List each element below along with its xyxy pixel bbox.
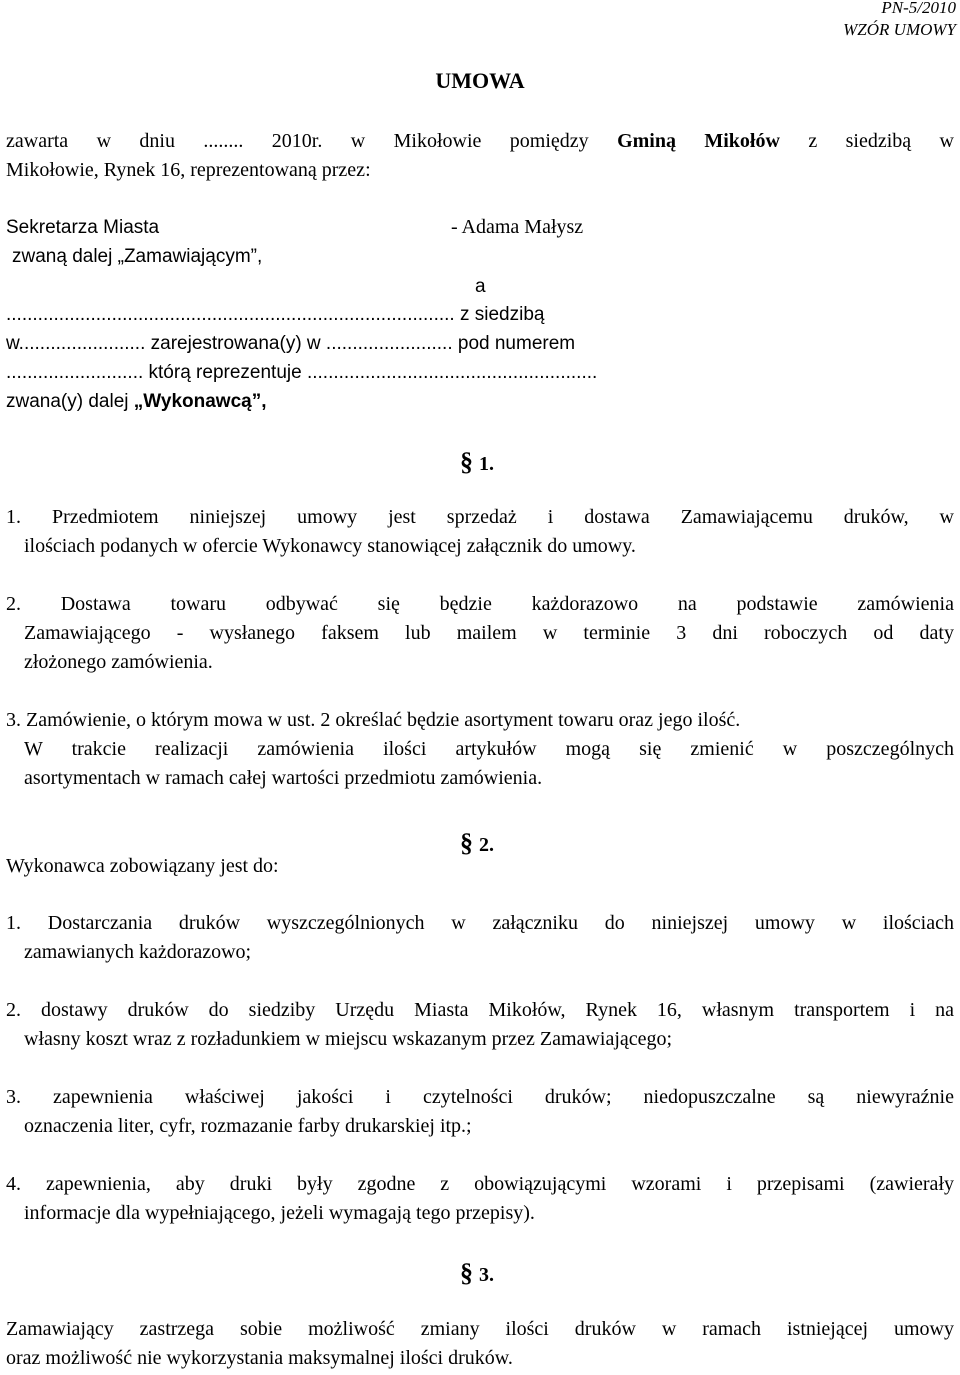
page-title: UMOWA: [435, 68, 525, 93]
document-subtitle: WZÓR UMOWY: [843, 20, 956, 39]
par1-item-3-line-3: asortymentach w ramach całej wartości przedmiotu zamówienia.: [24, 767, 543, 789]
par1-item-1-line-2: ilościach podanych w ofercie Wykonawcy stanowiącej załącznik do umowy.: [24, 535, 636, 557]
section-sign-icon: §: [460, 828, 473, 857]
representative-title: Sekretarza Miasta: [6, 217, 160, 238]
par2-item-3-line-2: oznaczenia liter, cyfr, rozmazanie farby drukarskiej itp.;: [24, 1115, 472, 1137]
client-label: zwaną dalej „Zamawiającym”,: [12, 246, 263, 267]
par1-item-2-line-3: złożonego zamówienia.: [24, 651, 213, 673]
par3-line-1: Zamawiający zastrzega sobie możliwość zmiany ilości druków w ramach istniejącej umowy: [6, 1318, 954, 1340]
contractor-line-2: w........................ zarejestrowana(y) w ........................ pod numerem: [6, 333, 576, 354]
par2-item-1-line-1: 1. Dostarczania druków wyszczególnionych w załączniku do niniejszej umowy w ilościach: [6, 912, 954, 934]
par2-item-3-line-1: 3. zapewnienia właściwej jakości i czytelności druków; niedopuszczalne są niewyraźnie: [6, 1086, 954, 1108]
contractor-name: „Wykonawcą”,: [133, 391, 267, 412]
par2-intro: Wykonawca zobowiązany jest do:: [6, 855, 279, 877]
section-sign-icon: §: [460, 1258, 473, 1287]
contractor-label: zwana(y) dalej „Wykonawcą”,: [6, 391, 267, 412]
document-reference: PN-5/2010: [881, 0, 956, 17]
par1-item-2-line-1: 2. Dostawa towaru odbywać się będzie każdorazowo na podstawie zamówienia: [6, 593, 954, 615]
section-heading-3: § 3.: [460, 1258, 494, 1287]
par2-item-2-line-1: 2. dostawy druków do siedziby Urzędu Miasta Mikołów, Rynek 16, własnym transportem i na: [6, 999, 954, 1021]
section-heading-2: § 2.: [460, 828, 494, 857]
par2-item-1-line-2: zamawianych każdorazowo;: [24, 941, 252, 963]
representative-name: - Adama Małysz: [451, 216, 584, 238]
section-heading-1: § 1.: [460, 447, 494, 476]
par1-item-2-line-2: Zamawiającego - wysłanego faksem lub mailem w terminie 3 dni roboczych od daty: [24, 622, 954, 644]
intro-line-2: Mikołowie, Rynek 16, reprezentowaną przez:: [6, 159, 371, 181]
par3-line-2: oraz możliwość nie wykorzystania maksymalnej ilości druków.: [6, 1347, 513, 1369]
par2-item-4-line-1: 4. zapewnienia, aby druki były zgodne z obowiązującymi wzorami i przepisami (zawierały: [6, 1173, 954, 1195]
par1-item-3-line-1: 3. Zamówienie, o którym mowa w ust. 2 określać będzie asortyment towaru oraz jego ilość.: [6, 709, 741, 731]
par2-item-2-line-2: własny koszt wraz z rozładunkiem w miejscu wskazanym przez Zamawiającego;: [24, 1028, 673, 1050]
intro-line-1: zawarta w dniu ........ 2010r. w Mikołowie pomiędzy Gminą Mikołów z siedzibą w: [6, 130, 954, 152]
par1-item-3-line-2: W trakcie realizacji zamówienia ilości artykułów mogą się zmienić w poszczególnych: [24, 738, 954, 760]
section-sign-icon: §: [460, 447, 473, 476]
conjunction-a: a: [475, 276, 486, 297]
contractor-line-3: .......................... którą reprezentuje .......................................................: [6, 362, 598, 383]
par1-item-1-line-1: 1. Przedmiotem niniejszej umowy jest sprzedaż i dostawa Zamawiającemu druków, w: [6, 506, 954, 528]
par2-item-4-line-2: informacje dla wypełniającego, jeżeli wymagają tego przepisy).: [24, 1202, 535, 1224]
contractor-line-1: ..................................................................................... z siedzibą: [6, 304, 545, 325]
intro-party-name: Gminą Mikołów: [617, 130, 780, 152]
